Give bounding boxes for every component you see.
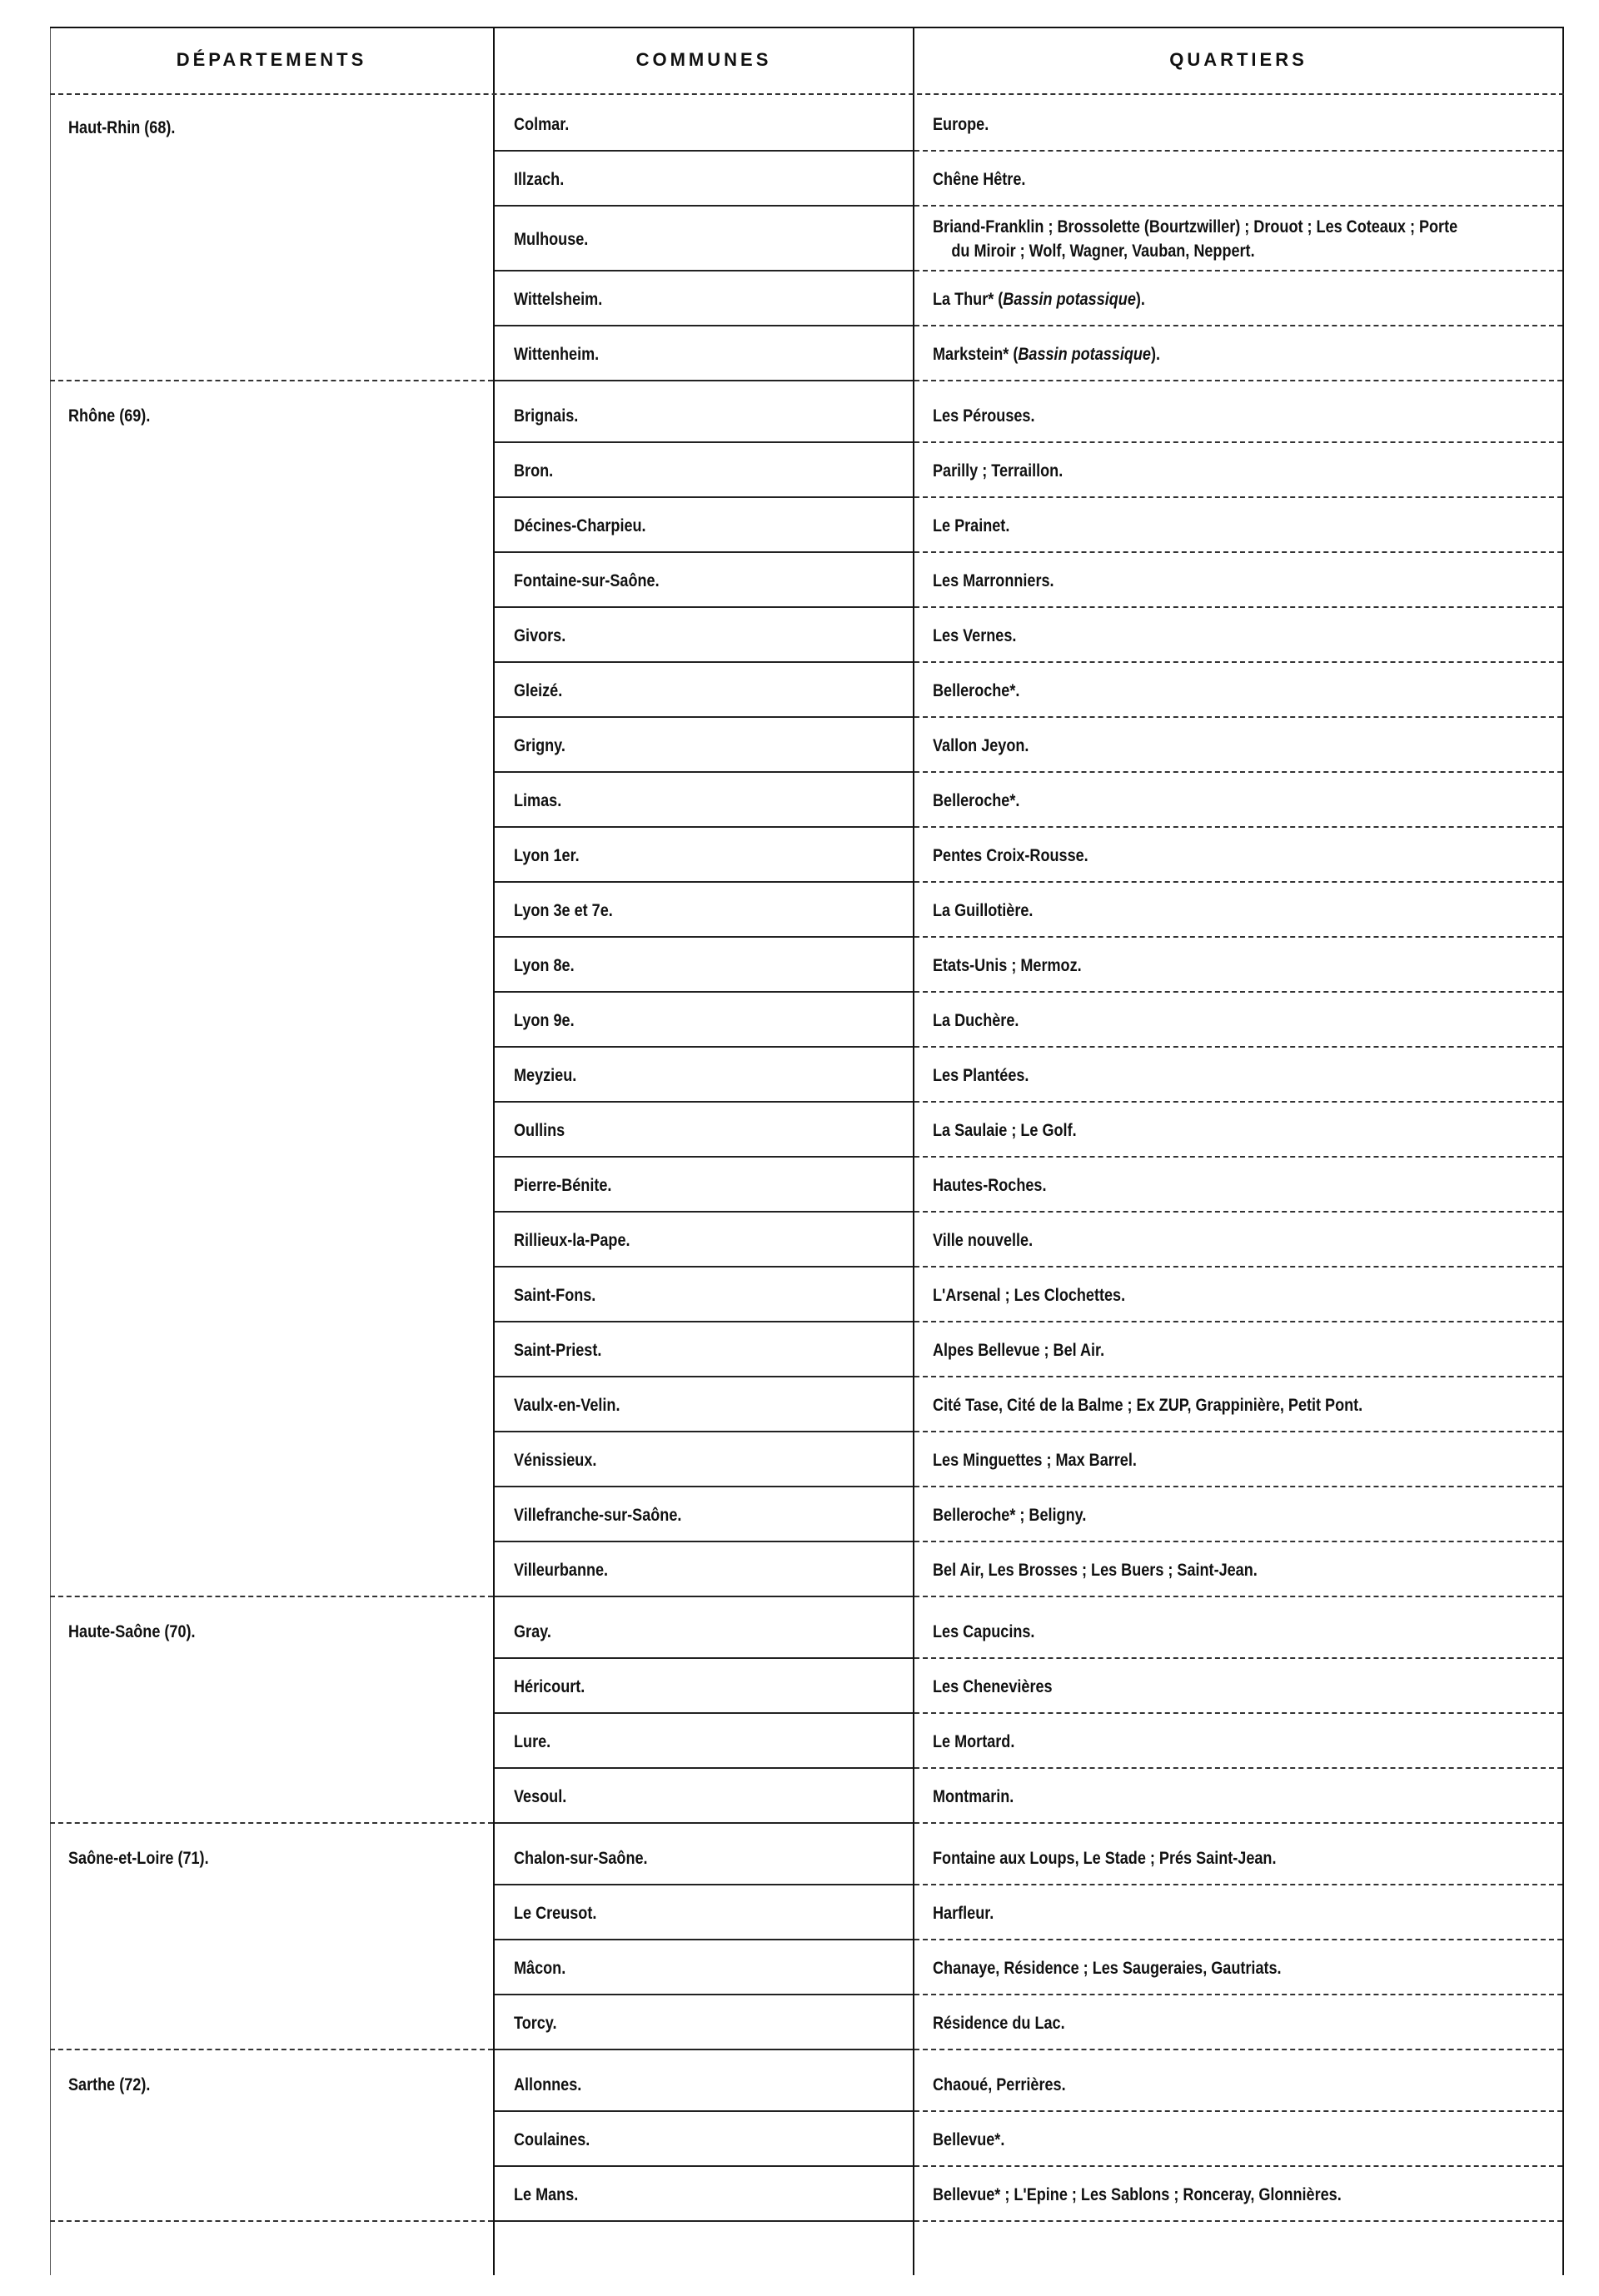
quartier-cell: Ville nouvelle. <box>933 1230 1034 1250</box>
header-rule <box>50 93 1564 95</box>
commune-cell: Fontaine-sur-Saône. <box>514 570 660 590</box>
department-rule <box>50 1596 493 1597</box>
commune-cell: Illzach. <box>514 169 565 189</box>
department-rule <box>50 1822 493 1824</box>
department-label: Saône-et-Loire (71). <box>68 1849 209 1868</box>
commune-cell: Wittenheim. <box>514 344 600 364</box>
commune-cell: Lyon 8e. <box>514 955 575 975</box>
quartier-cell: Cité Tase, Cité de la Balme ; Ex ZUP, Grappinière, Petit Pont. <box>933 1395 1363 1415</box>
quartier-cell: Pentes Croix-Rousse. <box>933 845 1088 865</box>
commune-cell: Lyon 3e et 7e. <box>514 900 613 920</box>
row-rule-dashed <box>914 2220 1562 2222</box>
commune-cell: Brignais. <box>514 406 579 426</box>
bassin-note: Bassin potassique <box>1018 344 1151 364</box>
quartier-cell: La Duchère. <box>933 1010 1019 1030</box>
row-rule <box>495 380 913 381</box>
quartier-cell: Vallon Jeyon. <box>933 735 1029 755</box>
quartier-cell: Les Minguettes ; Max Barrel. <box>933 1450 1137 1470</box>
commune-cell: Villeurbanne. <box>514 1560 609 1580</box>
row-rule-dashed <box>914 1822 1562 1824</box>
quartier-cell: La Guillotière. <box>933 900 1034 920</box>
commune-cell: Décines-Charpieu. <box>514 515 646 535</box>
commune-cell: Lure. <box>514 1731 551 1751</box>
column-divider-1 <box>493 27 495 2275</box>
commune-cell: Saint-Fons. <box>514 1285 596 1305</box>
row-rule <box>495 1822 913 1824</box>
quartier-cell: La Thur* (Bassin potassique). <box>933 289 1145 309</box>
header-departements: DÉPARTEMENTS <box>176 49 367 70</box>
department-rule <box>50 380 493 381</box>
quartier-cell: Chanaye, Résidence ; Les Saugeraies, Gautriats. <box>933 1958 1282 1978</box>
commune-cell: Lyon 1er. <box>514 845 580 865</box>
commune-cell: Héricourt. <box>514 1676 585 1696</box>
commune-cell: Wittelsheim. <box>514 289 603 309</box>
commune-cell: Colmar. <box>514 114 570 134</box>
department-label: Haute-Saône (70). <box>68 1622 196 1641</box>
commune-cell: Vaulx-en-Velin. <box>514 1395 620 1415</box>
quartier-cell: Belleroche*. <box>933 790 1020 810</box>
commune-cell: Lyon 9e. <box>514 1010 575 1030</box>
quartier-cell: Les Pérouses. <box>933 406 1035 426</box>
quartier-cell: Les Capucins. <box>933 1621 1035 1641</box>
commune-cell: Gray. <box>514 1621 551 1641</box>
row-rule <box>495 2049 913 2050</box>
department-label: Haut-Rhin (68). <box>68 118 176 137</box>
quartier-cell: Alpes Bellevue ; Bel Air. <box>933 1340 1105 1360</box>
quartier-cell: Markstein* (Bassin potassique). <box>933 344 1160 364</box>
row-rule-dashed <box>914 2049 1562 2050</box>
commune-cell: Meyzieu. <box>514 1065 577 1085</box>
quartier-cell: Les Marronniers. <box>933 570 1054 590</box>
commune-cell: Givors. <box>514 625 566 645</box>
commune-cell: Vesoul. <box>514 1786 567 1806</box>
quartier-cell: Montmarin. <box>933 1786 1014 1806</box>
commune-cell: Coulaines. <box>514 2129 590 2149</box>
row-rule-dashed <box>914 380 1562 381</box>
commune-cell: Allonnes. <box>514 2074 582 2094</box>
commune-cell: Chalon-sur-Saône. <box>514 1848 648 1868</box>
quartier-cell: L'Arsenal ; Les Clochettes. <box>933 1285 1126 1305</box>
quartier-cell: Le Prainet. <box>933 515 1010 535</box>
commune-cell: Mâcon. <box>514 1958 566 1978</box>
quartier-cell: Briand-Franklin ; Brossolette (Bourtzwiller) ; Drouot ; Les Coteaux ; Porte du Miroir ; Wolf, Wagner, Vauban, Neppert. <box>933 217 1458 261</box>
left-border <box>50 27 51 2275</box>
bassin-note: Bassin potassique <box>1003 289 1136 309</box>
commune-cell: Rillieux-la-Pape. <box>514 1230 630 1250</box>
row-rule <box>495 2220 913 2222</box>
quartier-cell: Résidence du Lac. <box>933 2013 1065 2033</box>
quartier-cell: Le Mortard. <box>933 1731 1015 1751</box>
quartier-cell: La Saulaie ; Le Golf. <box>933 1120 1077 1140</box>
document-table <box>50 27 1566 2275</box>
row-rule-dashed <box>914 1596 1562 1597</box>
quartier-cell: Les Plantées. <box>933 1065 1029 1085</box>
quartier-cell: Harfleur. <box>933 1903 994 1923</box>
department-rule <box>50 2220 493 2222</box>
quartier-cell: Les Vernes. <box>933 625 1017 645</box>
department-rule <box>50 2049 493 2050</box>
commune-cell: Le Creusot. <box>514 1903 597 1923</box>
quartier-cell: Etats-Unis ; Mermoz. <box>933 955 1082 975</box>
row-rule <box>495 1596 913 1597</box>
commune-cell: Grigny. <box>514 735 565 755</box>
quartier-cell: Parilly ; Terraillon. <box>933 461 1064 481</box>
quartier-cell: Europe. <box>933 114 989 134</box>
commune-cell: Saint-Priest. <box>514 1340 602 1360</box>
department-label: Sarthe (72). <box>68 2075 151 2094</box>
quartier-cell: Les Chenevières <box>933 1676 1053 1696</box>
commune-cell: Vénissieux. <box>514 1450 597 1470</box>
quartier-cell: Bellevue*. <box>933 2129 1005 2149</box>
commune-cell: Torcy. <box>514 2013 557 2033</box>
department-label: Rhône (69). <box>68 406 151 426</box>
quartier-cell: Belleroche*. <box>933 680 1020 700</box>
commune-cell: Pierre-Bénite. <box>514 1175 612 1195</box>
quartier-cell: Chêne Hêtre. <box>933 169 1026 189</box>
commune-cell: Limas. <box>514 790 562 810</box>
quartier-cell: Bellevue* ; L'Epine ; Les Sablons ; Ronceray, Glonnières. <box>933 2184 1342 2204</box>
commune-cell: Bron. <box>514 461 554 481</box>
commune-cell: Gleizé. <box>514 680 563 700</box>
commune-cell: Mulhouse. <box>514 229 589 249</box>
header-quartiers: QUARTIERS <box>1169 49 1308 70</box>
commune-cell: Oullins <box>514 1120 565 1140</box>
quartier-cell: Belleroche* ; Beligny. <box>933 1505 1087 1525</box>
commune-cell: Le Mans. <box>514 2184 579 2204</box>
quartier-cell: Bel Air, Les Brosses ; Les Buers ; Saint-Jean. <box>933 1560 1258 1580</box>
quartier-cell: Fontaine aux Loups, Le Stade ; Prés Saint-Jean. <box>933 1848 1277 1868</box>
commune-cell: Villefranche-sur-Saône. <box>514 1505 682 1525</box>
header-communes: COMMUNES <box>635 49 772 70</box>
quartier-cell: Hautes-Roches. <box>933 1175 1047 1195</box>
quartier-cell: Chaoué, Perrières. <box>933 2074 1066 2094</box>
